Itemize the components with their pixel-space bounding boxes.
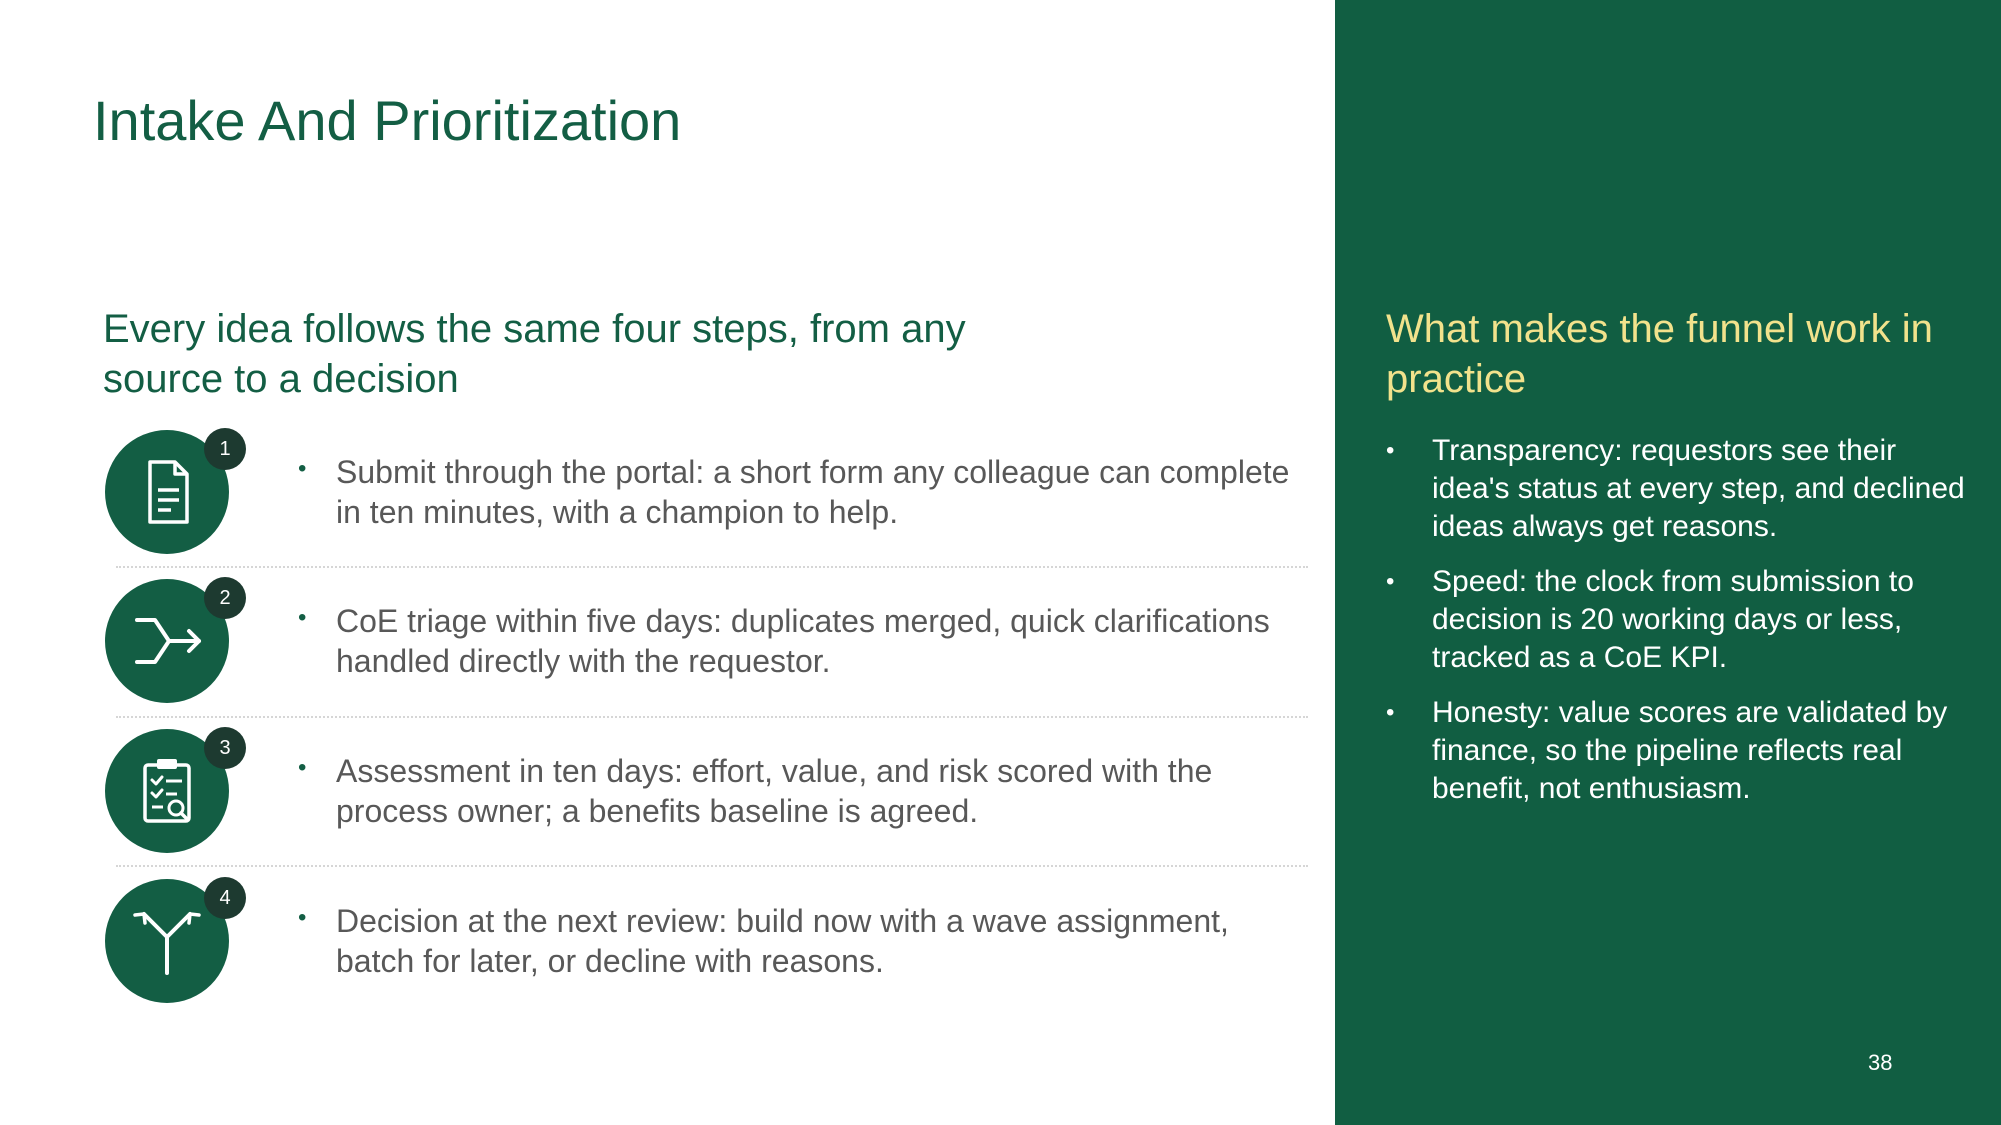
step-number-badge: 3 — [204, 727, 246, 769]
bullet-icon: • — [1386, 437, 1395, 464]
step-text: Submit through the portal: a short form any colleague can complete in ten minutes, with a champion to help. — [336, 454, 1290, 530]
bullet-icon: • — [1386, 699, 1395, 726]
step-1 — [0, 430, 1320, 580]
practice-list — [1386, 432, 1966, 825]
list-item — [1386, 432, 1966, 546]
step-text: Decision at the next review: build now with a wave assignment, batch for later, or decline with reasons. — [336, 903, 1229, 979]
steps-heading: Every idea follows the same four steps, from any source to a decision — [103, 307, 966, 401]
slide-title: Intake And Prioritization — [93, 89, 682, 152]
list-item — [1386, 563, 1966, 677]
step-text: Assessment in ten days: effort, value, and risk scored with the process owner; a benefits baseline is agreed. — [336, 753, 1213, 829]
step-number-badge: 2 — [204, 577, 246, 619]
divider — [116, 566, 1308, 568]
step-2 — [0, 579, 1320, 729]
list-item-text: Speed: the clock from submission to decision is 20 working days or less, tracked as a CoE KPI. — [1432, 565, 1914, 674]
step-number-badge: 1 — [204, 428, 246, 470]
list-item-text: Transparency: requestors see their idea's status at every step, and declined ideas always get reasons. — [1432, 434, 1965, 543]
bullet-icon: • — [298, 455, 307, 482]
step-3 — [0, 729, 1320, 879]
list-item — [1386, 694, 1966, 808]
bullet-icon: • — [298, 604, 307, 631]
bullet-icon: • — [1386, 568, 1395, 595]
divider — [116, 865, 1308, 867]
bullet-icon: • — [298, 754, 307, 781]
step-text: CoE triage within five days: duplicates merged, quick clarifications handled directly with the requestor. — [336, 603, 1270, 679]
list-item-text: Honesty: value scores are validated by finance, so the pipeline reflects real benefit, not enthusiasm. — [1432, 696, 1948, 805]
bullet-icon: • — [298, 904, 307, 931]
page-number: 38 — [1868, 1050, 1893, 1075]
step-4 — [0, 879, 1320, 1029]
divider — [116, 716, 1308, 718]
step-number-badge: 4 — [204, 877, 246, 919]
practice-heading: What makes the funnel work in practice — [1386, 307, 1933, 401]
